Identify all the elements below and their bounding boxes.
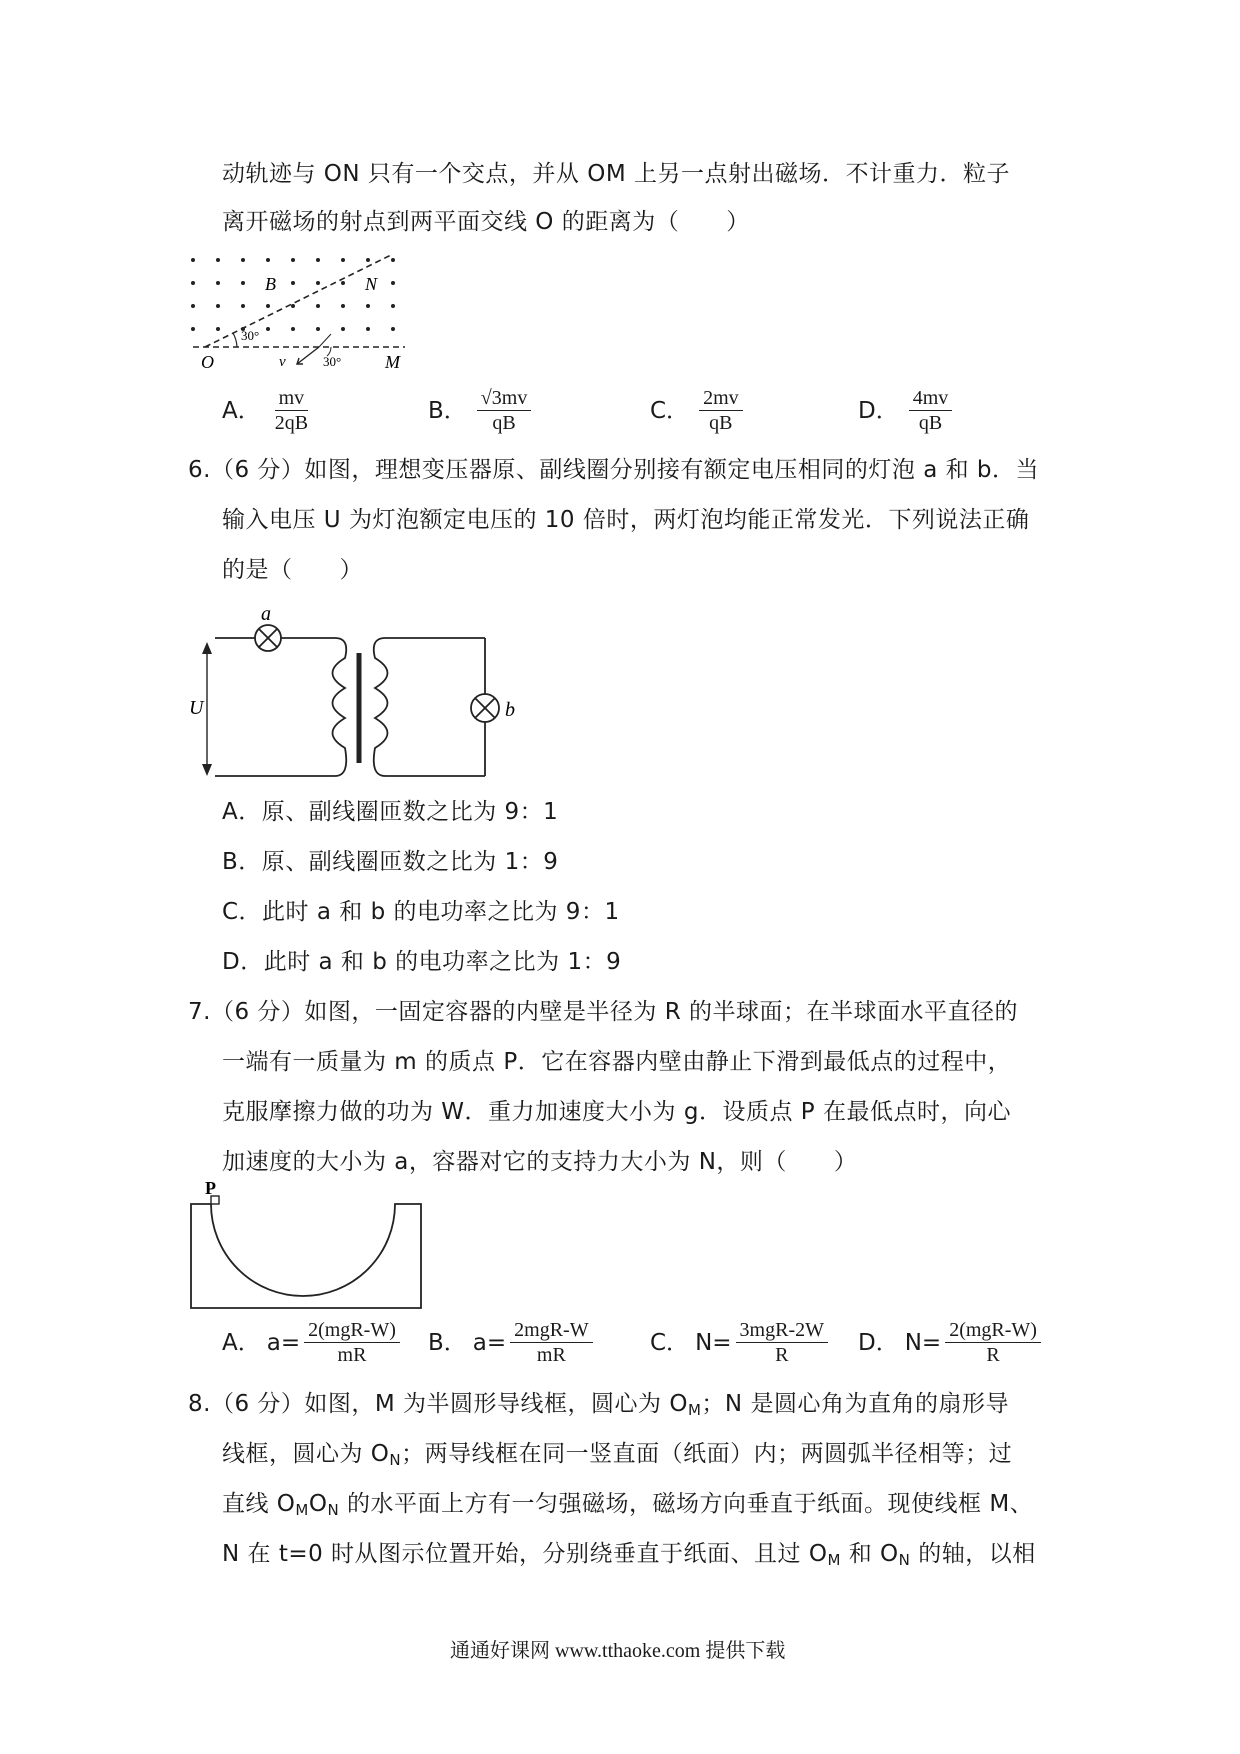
q7-option-b-fraction: $\frac{\text{2mgR-W}}{mR}$ [510,1318,592,1367]
field-dot [316,304,320,308]
q7-line-4: 加速度的大小为 a，容器对它的支持力大小为 N，则（ ） [222,1149,858,1175]
q7-option-c[interactable]: C． N= $\frac{\text{3mgR-2W}}{R}$ [650,1318,832,1367]
field-dot [216,327,220,331]
field-dot [366,327,370,331]
q7-option-d-fraction: $\frac{\text{2(mgR-W)}}{R}$ [945,1318,1041,1367]
field-dot [391,304,395,308]
field-dot [341,327,345,331]
q5-line-1: 动轨迹与 ON 只有一个交点，并从 OM 上另一点射出磁场．不计重力．粒子 [222,161,1011,187]
angle-arc-O [233,333,237,347]
field-dot [391,281,395,285]
field-dot [341,281,345,285]
q6-option-a[interactable]: A．原、副线圈匝数之比为 9：1 [222,799,559,825]
label-M: M [385,352,400,370]
field-dots [191,258,395,331]
q8-line-1: 8.（6 分）如图，M 为半圆形导线框，圆心为 $O_M$；N 是圆心角为直角的扇形导 [188,1391,1009,1419]
field-dot [216,258,220,262]
field-dot [241,304,245,308]
angle-label-v: 30° [323,354,342,369]
field-dot [341,304,345,308]
q7-option-d[interactable]: D． N= $\frac{\text{2(mgR-W)}}{R}$ [858,1318,1045,1367]
label-N: N [365,274,378,294]
label-B: B [265,274,276,294]
field-dot [316,281,320,285]
q7-hemisphere-container [185,1180,435,1310]
field-dot [191,281,195,285]
q6-line-2: 输入电压 U 为灯泡额定电压的 10 倍时，两灯泡均能正常发光．下列说法正确 [222,507,1030,533]
angle-label-O: 30° [241,328,260,343]
q8-line-4: N 在 t=0 时从图示位置开始，分别绕垂直于纸面、且过 $O_M$ 和 $O_N$ 的轴，以相 [222,1541,1036,1569]
field-dot [241,281,245,285]
footer-credit: 通通好课网 www.tthaoke.com 提供下载 [450,1640,786,1662]
field-dot [366,304,370,308]
label-a: a [261,603,271,625]
q6-option-b[interactable]: B．原、副线圈匝数之比为 1：9 [222,849,559,875]
label-U: U [189,697,204,719]
field-dot [391,258,395,262]
field-dot [191,304,195,308]
field-dot [266,258,270,262]
q5-magnetic-field-figure [185,250,425,370]
field-dot [216,281,220,285]
q6-transformer-circuit [185,598,525,788]
field-dot [291,258,295,262]
label-P: P [205,1180,216,1198]
field-dot [391,327,395,331]
label-b: b [505,699,515,721]
q7-option-c-fraction: $\frac{\text{3mgR-2W}}{R}$ [736,1318,828,1367]
field-dot [216,304,220,308]
label-v: v [279,354,286,370]
q5-option-b-fraction: $\frac{√3mv}{qB}$ [477,386,532,435]
q5-option-c-fraction: $\frac{2mv}{qB}$ [699,386,743,435]
field-dot [191,258,195,262]
label-O: O [201,352,214,370]
q5-option-c[interactable]: C． $\frac{2mv}{qB}$ [650,386,747,435]
q5-option-a-fraction: $\frac{mv}{2qB}$ [274,387,309,434]
field-dot [266,304,270,308]
q5-option-a[interactable]: A． $\frac{mv}{2qB}$ [222,386,316,435]
field-dot [291,327,295,331]
field-dot [316,258,320,262]
velocity-arrow [297,347,319,364]
q7-line-2: 一端有一质量为 m 的质点 P．它在容器内壁由静止下滑到最低点的过程中， [222,1049,1012,1075]
field-dot [191,327,195,331]
field-dot [366,258,370,262]
field-dot [316,327,320,331]
field-dot [291,304,295,308]
field-dot [266,327,270,331]
q6-line-1: 6.（6 分）如图，理想变压器原、副线圈分别接有额定电压相同的灯泡 a 和 b．当 [188,457,1040,483]
q7-option-a[interactable]: A． a= $\frac{\text{2(mgR-W)}}{mR}$ [222,1318,404,1367]
q8-line-3: 直线 $O_MO_N$ 的水平面上方有一匀强磁场，磁场方向垂直于纸面。现使线框 M、 [222,1491,1034,1519]
q7-option-b[interactable]: B． a= $\frac{\text{2mgR-W}}{mR}$ [428,1318,597,1367]
q5-option-b[interactable]: B． $\frac{√3mv}{qB}$ [428,386,535,435]
q7-option-a-fraction: $\frac{\text{2(mgR-W)}}{mR}$ [304,1318,400,1367]
q5-line-2: 离开磁场的射点到两平面交线 O 的距离为（ ） [222,209,750,235]
field-dot [291,281,295,285]
field-dot [341,258,345,262]
q7-line-3: 克服摩擦力做的功为 W．重力加速度大小为 g．设质点 P 在最低点时，向心 [222,1099,1011,1125]
q6-option-d[interactable]: D．此时 a 和 b 的电功率之比为 1：9 [222,949,622,975]
q5-option-d[interactable]: D． $\frac{4mv}{qB}$ [858,386,956,435]
q6-line-3: 的是（ ） [222,557,363,583]
q5-option-d-fraction: $\frac{4mv}{qB}$ [909,386,953,435]
field-dot [241,258,245,262]
q6-option-c[interactable]: C．此时 a 和 b 的电功率之比为 9：1 [222,899,620,925]
q8-line-2: 线框，圆心为 $O_N$；两导线框在同一竖直面（纸面）内；两圆弧半径相等；过 [222,1441,1013,1469]
q7-line-1: 7.（6 分）如图，一固定容器的内壁是半径为 R 的半球面；在半球面水平直径的 [188,999,1018,1025]
